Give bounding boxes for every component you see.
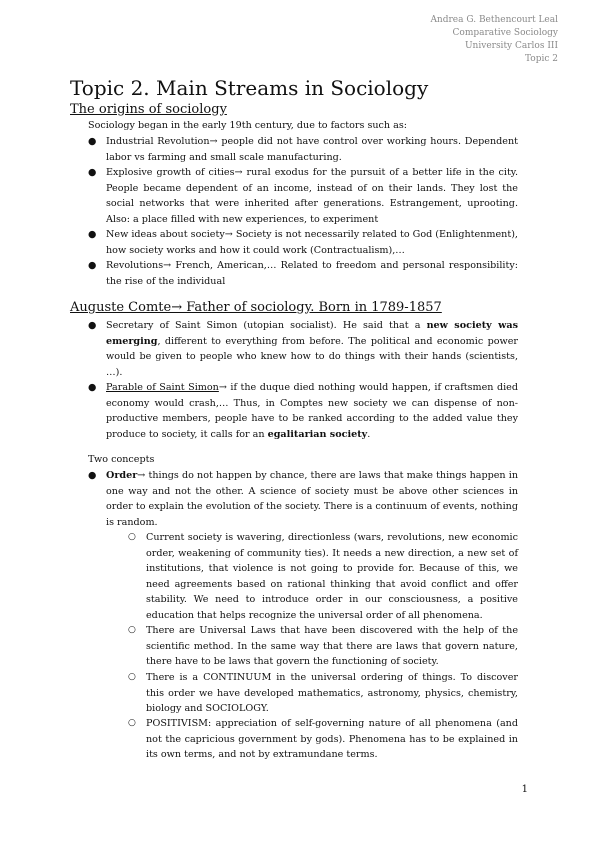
order-subpoint-1: ○ Current society is wavering, directionless (wars, revolutions, new economic order, weakening of community ties). It needs a new direction, a new set of institutions, that violence is not going to provide for. Because of this, we need agreements based on rational thinking that avoid conflict and offer stability. We need to introduce order in our consciousness, a positive education that helps recognize the universal order of all phenomena. [128, 532, 518, 621]
two-concepts-intro: Two concepts [88, 454, 155, 465]
circle-bullet-icon: ○ [128, 672, 136, 682]
bullet-dot-icon: ● [88, 167, 97, 178]
circle-bullet-icon: ○ [128, 532, 136, 542]
comte-bullet-2: ● Parable of Saint Simon→ if the duque died nothing would happen, if craftsmen died economy would crash,… Thus, in Comptes new society we can dispense of non-productive members, people have to be ranked according to the added value they produce to society, it calls for an egalitarian society. [88, 382, 519, 440]
origins-bullet-3: ● New ideas about society→ Society is not necessarily related to God (Enlightenment), how society works and how it could work (Contractualism),… [88, 229, 518, 256]
comte-bullet-1: ● Secretary of Saint Simon (utopian socialist). He said that a new society was emerging, different to everything from before. The political and economic power would be given to people who knew how to do things with their hands (scientists, …). [88, 320, 518, 378]
bullet-dot-icon: ● [88, 470, 97, 481]
circle-bullet-icon: ○ [128, 718, 136, 728]
origins-bullet-1: ● Industrial Revolution→ people did not have control over working hours. Dependent labor vs farming and small scale manufacturing. [88, 136, 518, 163]
page-number: 1 [521, 784, 528, 795]
page-title: Topic 2. Main Streams in Sociology [70, 76, 429, 100]
bullet-dot-icon: ● [88, 136, 97, 147]
bullet-dot-icon: ● [88, 229, 97, 240]
origins-bullet-4: ● Revolutions→ French, American,… Related to freedom and personal responsibility: the rise of the individual [88, 260, 518, 287]
order-bullet: ● Order→ things do not happen by chance, there are laws that make things happen in one way and not the other. A science of society must be above other sciences in order to explain the evolution of the society. There is a continuum of events, nothing is random. [88, 470, 518, 528]
circle-bullet-icon: ○ [128, 625, 136, 635]
header-course: Comparative Sociology [452, 28, 558, 38]
order-subpoint-4: ○ POSITIVISM: appreciation of self-governing nature of all phenomena (and not the capricious government by gods). Phenomena has to be explained in its own terms, and not by extramundane terms. [128, 718, 518, 760]
parable-saint-simon: Parable of Saint Simon [106, 382, 219, 393]
bullet-dot-icon: ● [88, 382, 97, 393]
header-author: Andrea G. Bethencourt Leal [430, 15, 558, 25]
header-university: University Carlos III [464, 41, 558, 51]
order-label: Order [106, 470, 138, 481]
page-header [430, 14, 558, 66]
bullet-dot-icon: ● [88, 320, 97, 331]
origins-heading: The origins of sociology [70, 102, 227, 117]
bullet-dot-icon: ● [88, 260, 97, 271]
new-society-emphasis: new society was emerging [106, 320, 518, 347]
origins-bullet-2: ● Explosive growth of cities→ rural exodus for the pursuit of a better life in the city. People became dependent of an income, instead of on their lands. They lost the social networks that were inherited after generations. Estrangement, uprooting. Also: a place filled with new experiences, to experiment [88, 167, 518, 225]
order-subpoint-3: ○ There is a CONTINUUM in the universal ordering of things. To discover this order we have developed mathematics, astronomy, physics, chemistry, biology and SOCIOLOGY. [128, 672, 518, 714]
order-subpoint-2: ○ There are Universal Laws that have been discovered with the help of the scientific method. In the same way that there are laws that govern nature, there have to be laws that govern the functioning of society. [128, 625, 518, 667]
header-topic: Topic 2 [525, 54, 558, 64]
egalitarian-society-emphasis: egalitarian society [267, 428, 368, 440]
origins-intro: Sociology began in the early 19th century, due to factors such as: [88, 120, 408, 131]
comte-heading: Auguste Comte→ Father of sociology. Born in 1789-1857 [70, 300, 442, 315]
